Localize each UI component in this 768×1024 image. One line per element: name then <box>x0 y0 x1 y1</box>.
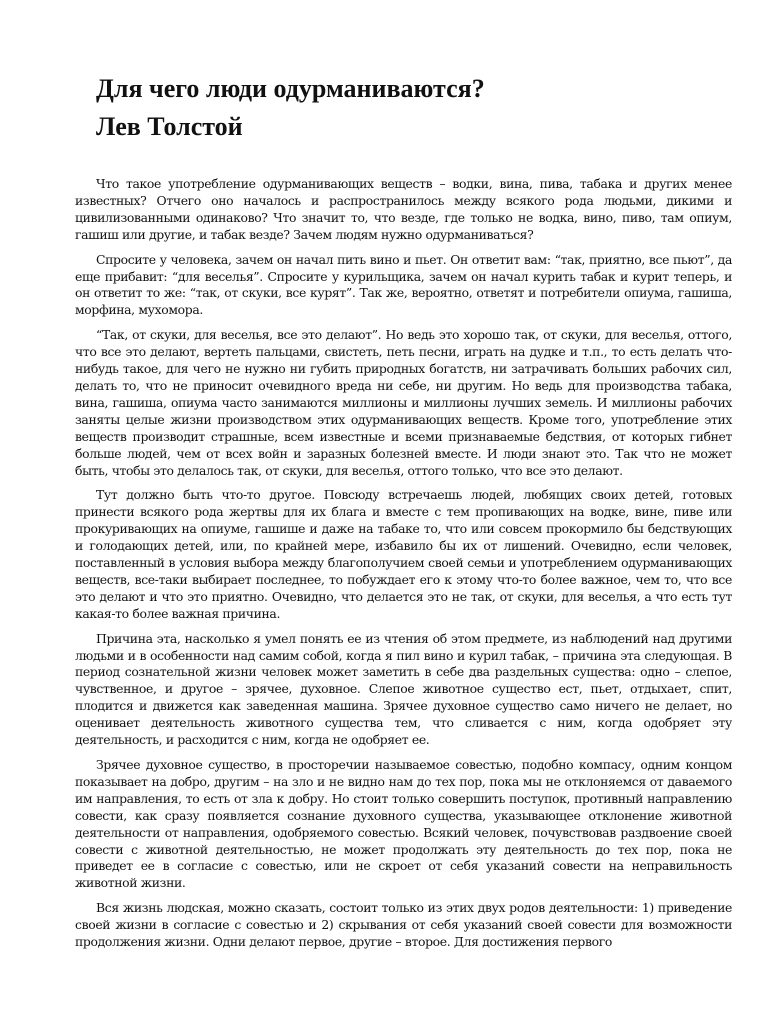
document-body <box>75 176 732 959</box>
document-heading <box>96 70 716 146</box>
paragraph: “Так, от скуки, для веселья, все это делают”. Но ведь это хорошо так, от скуки, для веселья, оттого, что все это делают, вертеть пальцами, свистеть, петь песни, играть на дудке и т.п., то есть делать что-нибудь такое, для чего не нужно ни губить природных богатств, ни затрачивать больших рабочих сил, делать то, что не приносит очевидного вреда ни себе, ни другим. Но ведь для производства табака, вина, гашиша, опиума часто занимаются миллионы и миллионы лучших земель. И миллионы рабочих заняты целые жизни производством этих одурманивающих веществ. Кроме того, употребление этих веществ производит страшные, всем известные и всеми признаваемые бедствия, от которых гибнет больше людей, чем от всех войн и заразных болезней вместе. И люди знают это. Так что не может быть, чтобы это делалось так, от скуки, для веселья, оттого только, что все это делают. <box>75 327 732 478</box>
paragraph: Что такое употребление одурманивающих веществ – водки, вина, пива, табака и других менее известных? Отчего оно началось и распространилось между всякого рода людьми, дикими и цивилизованными одинаково? Что значит то, что везде, где только не водка, вино, пиво, там опиум, гашиш или другие, и табак везде? Зачем людям нужно одурманиваться? <box>75 176 732 242</box>
paragraph: Вся жизнь людская, можно сказать, состоит только из этих двух родов деятельности: 1) приведение своей жизни в согласие с совестью и 2) скрывания от себя указаний своей совести для возможности продолжения жизни. Одни делают первое, другие – второе. Для достижения первого <box>75 900 732 950</box>
paragraph: Зрячее духовное существо, в просторечии называемое совестью, подобно компасу, одним концом показывает на добро, другим – на зло и не видно нам до тех пор, пока мы не отклоняемся от даваемого им направления, то есть от зла к добру. Но стоит только совершить поступок, противный направлению совести, как сразу появляется сознание духовного существа, указывающее отклонение животной деятельности от направления, одобряемого совестью. Всякий человек, почувствовав раздвоение своей совести с животной деятельностью, не может продолжать эту деятельность до тех пор, пока не приведет ее в согласие с совестью, или не скроет от себя указаний совести на неправильность животной жизни. <box>75 757 732 891</box>
page-title: Для чего люди одурманиваются? <box>96 74 485 103</box>
author-name: Лев Толстой <box>96 112 243 141</box>
paragraph: Спросите у человека, зачем он начал пить вино и пьет. Он ответит вам: “так, приятно, все пьют”, да еще прибавит: “для веселья”. Спросите у курильщика, зачем он начал курить табак и курит теперь, и он ответит то же: “так, от скуки, все курят”. Так же, вероятно, ответят и потребители опиума, гашиша, морфина, мухомора. <box>75 251 732 318</box>
paragraph: Тут должно быть что-то другое. Повсюду встречаешь людей, любящих своих детей, готовых принести всякого рода жертвы для их блага и вместе с тем пропивающих на водке, вине, пиве или прокуривающих на опиуме, гашише и даже на табаке то, что или совсем прокормило бы бедствующих и голодающих детей, или, по крайней мере, избавило бы их от лишений. Очевидно, если человек, поставленный в условия выбора между благополучием своей семьи и употреблением одурманивающих веществ, все-таки выбирает последнее, то побуждает его к этому что-то более важное, чем то, что все это делают и что это приятно. Очевидно, что делается это не так, от скуки, для веселья, а что есть тут какая-то более важная причина. <box>75 487 732 621</box>
paragraph: Причина эта, насколько я умел понять ее из чтения об этом предмете, из наблюдений над другими людьми и в особенности над самим собой, когда я пил вино и курил табак, – причина эта следующая. В период сознательной жизни человек может заметить в себе два раздельных существа: одно – слепое, чувственное, и другое – зрячее, духовное. Слепое животное существо ест, пьет, отдыхает, спит, плодится и движется как заведенная машина. Зрячее духовное существо само ничего не делает, но оценивает деятельность животного существа тем, что сливается с ним, когда одобряет эту деятельность, и расходится с ним, когда не одобряет ее. <box>75 630 732 748</box>
